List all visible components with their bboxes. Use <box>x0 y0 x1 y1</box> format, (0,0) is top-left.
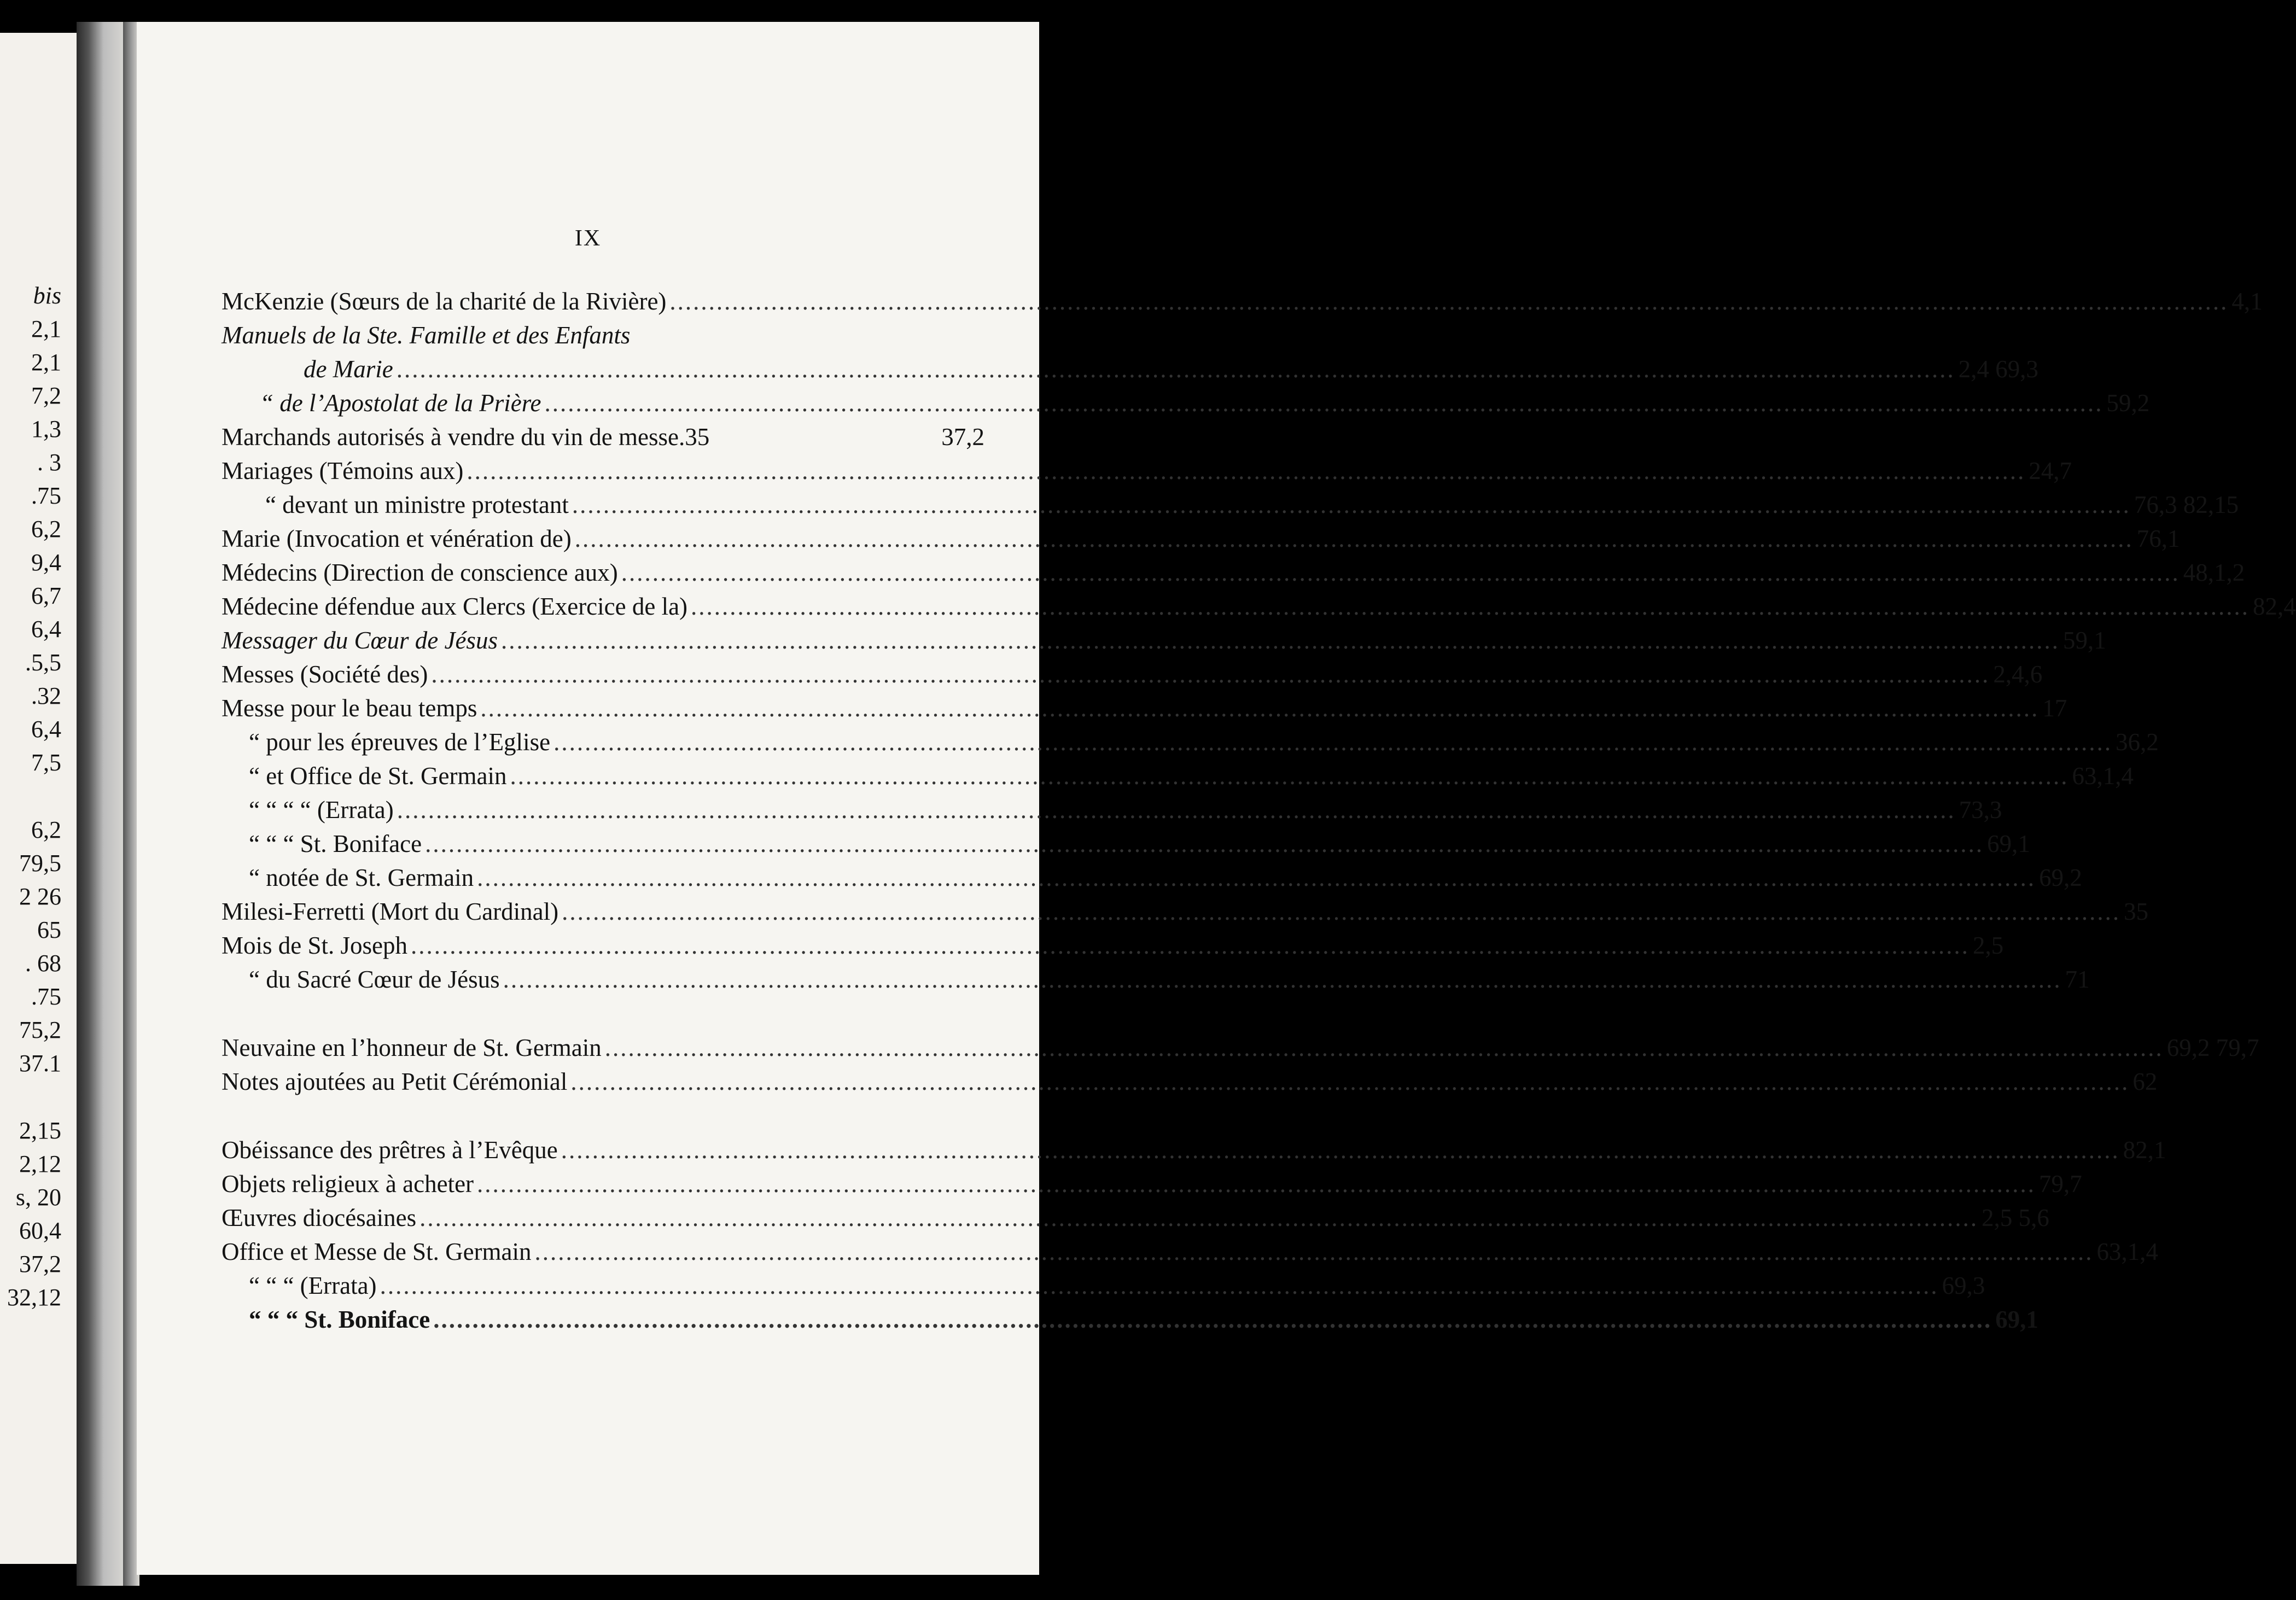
leader-dots: ........................................................................................................................................................................................................ <box>477 1170 2036 1198</box>
entry-label: Manuels de la Ste. Famille et des Enfants <box>222 322 631 349</box>
entry-page-refs: 71 <box>2065 966 2090 993</box>
entry-label: “ de l’Apostolat de la Prière <box>260 389 541 417</box>
entry-page-refs: 63,1,4 <box>2096 1238 2158 1265</box>
index-entry <box>222 691 2067 725</box>
entry-label: “ “ “ St. Boniface <box>249 1306 430 1333</box>
section-gap <box>222 1099 984 1133</box>
margin-ref: 75,2 <box>19 1017 61 1043</box>
leader-dots: ........................................................................................................................................................................................................ <box>544 389 2103 417</box>
margin-ref: . 68 <box>25 950 61 977</box>
entry-page-refs: 63,1,4 <box>2072 762 2134 790</box>
margin-ref: 1,3 <box>31 416 61 442</box>
leader-dots: ........................................................................................................................................................................................................ <box>562 898 2121 925</box>
entry-label: Mois de St. Joseph <box>222 932 408 959</box>
margin-ref: 6,7 <box>31 582 61 609</box>
entry-page-refs: 79,7 <box>2039 1170 2082 1198</box>
index-entry <box>222 522 2180 556</box>
index-entry <box>222 1133 2166 1167</box>
index-entry <box>222 793 2002 827</box>
margin-ref: 2,1 <box>31 316 61 342</box>
entry-page-refs: 2,5 <box>1973 932 2004 959</box>
leader-dots: ........................................................................................................................................................................................................ <box>621 559 2180 586</box>
leader-dots: ........................................................................................................................................................................................................ <box>397 796 1956 824</box>
leader-dots: ........................................................................................................................................................................................................ <box>570 1068 2130 1095</box>
margin-ref: 32,12 <box>7 1284 61 1311</box>
page-number: IX <box>574 226 602 251</box>
leader-dots: ........................................................................................................................................................................................................ <box>572 491 2131 518</box>
margin-ref: .75 <box>31 482 61 509</box>
entry-page-refs: 62 <box>2132 1068 2158 1095</box>
entry-page-refs: 2,5 5,6 <box>1982 1204 2049 1231</box>
leader-dots: ........................................................................................................................................................................................................ <box>510 762 2069 790</box>
entry-label: “ “ “ “ (Errata) <box>249 796 394 824</box>
margin-ref: 7,5 <box>31 749 61 776</box>
index-page <box>137 22 2296 1575</box>
leader-dots: ........................................................................................................................................................................................................ <box>574 525 2134 552</box>
left-facing-page <box>0 33 77 1564</box>
margin-ref: bis <box>33 282 61 309</box>
margin-ref: 2,15 <box>19 1117 61 1144</box>
entry-page-refs: 76,3 82,15 <box>2134 491 2239 518</box>
index-entry <box>222 386 2150 420</box>
leader-dots: ........................................................................................................................................................................................................ <box>467 457 2026 484</box>
index-entry <box>222 488 2239 522</box>
entry-label: Médecins (Direction de conscience aux) <box>222 559 618 586</box>
index-entry <box>222 556 2245 589</box>
index-entry <box>222 1031 2259 1065</box>
entry-page-refs: 76,1 <box>2136 525 2180 552</box>
entry-label: Milesi-Ferretti (Mort du Cardinal) <box>222 898 559 925</box>
margin-ref: . 3 <box>37 449 61 476</box>
entry-label: Messes (Société des) <box>222 661 428 688</box>
index-entry <box>222 861 2082 895</box>
margin-ref: 7,2 <box>31 382 61 409</box>
entry-label: “ et Office de St. Germain <box>249 762 507 790</box>
entry-label: “ pour les épreuves de l’Eglise <box>249 728 551 756</box>
index-entry <box>222 1269 1985 1303</box>
index-entry <box>222 589 2296 623</box>
section-gap <box>222 996 984 1031</box>
index-entry <box>222 318 984 352</box>
entry-label: McKenzie (Sœurs de la charité de la Rivière) <box>222 288 667 315</box>
entry-label: Messager du Cœur de Jésus <box>222 627 498 654</box>
margin-ref: .32 <box>31 682 61 709</box>
left-page-margin-refs <box>0 279 61 1314</box>
entry-page-refs: 17 <box>2042 694 2067 722</box>
index-entry <box>222 1201 2049 1235</box>
leader-dots: ........................................................................................................................................................................................................ <box>534 1238 2094 1265</box>
margin-ref: .5,5 <box>25 649 61 676</box>
entry-page-refs: 69,3 <box>1942 1272 1985 1299</box>
margin-ref: 6,4 <box>31 616 61 643</box>
index-entry <box>222 420 984 454</box>
margin-ref: 60,4 <box>19 1217 61 1244</box>
entry-page-refs: 69,2 79,7 <box>2166 1034 2259 1061</box>
entry-page-refs: 69,1 <box>1995 1306 2038 1333</box>
index-entry <box>222 1167 2082 1201</box>
index-entry <box>222 827 2030 861</box>
index-entry <box>222 1065 2158 1099</box>
margin-ref: 6,2 <box>31 516 61 542</box>
entry-page-refs: 82,1 <box>2123 1136 2166 1164</box>
margin-ref: 65 <box>37 916 61 943</box>
entry-page-refs: 48,1,2 <box>2183 559 2245 586</box>
entry-label: Marie (Invocation et vénération de) <box>222 525 572 552</box>
leader-dots: ........................................................................................................................................................................................................ <box>691 593 2250 620</box>
leader-dots: ........................................................................................................................................................................................................ <box>396 355 1955 383</box>
leader-dots: ........................................................................................................................................................................................................ <box>669 288 2229 315</box>
entry-label: Mariages (Témoins aux) <box>222 457 464 484</box>
entry-page-refs: 59,1 <box>2062 627 2106 654</box>
index-entry <box>222 1235 2158 1269</box>
entry-page-refs: 73,3 <box>1959 796 2002 824</box>
entry-page-refs: 35 <box>2124 898 2149 925</box>
entry-label: “ devant un ministre protestant <box>265 491 569 518</box>
entry-page-refs: 69,1 <box>1987 830 2030 857</box>
index-entry <box>222 352 2038 386</box>
entry-label: Marchands autorisés à vendre du vin de messe.35 <box>222 423 710 451</box>
margin-ref: .75 <box>31 983 61 1010</box>
index-entry <box>222 657 2043 691</box>
margin-ref: 37.1 <box>19 1050 61 1077</box>
margin-ref: 2,12 <box>19 1151 61 1177</box>
entry-label: de Marie <box>304 355 393 383</box>
leader-dots: ........................................................................................................................................................................................................ <box>431 661 1990 688</box>
margin-ref: 79,5 <box>19 850 61 877</box>
margin-ref: 37,2 <box>19 1251 61 1277</box>
margin-ref: s, 20 <box>15 1184 61 1211</box>
entry-label: Office et Messe de St. Germain <box>222 1238 532 1265</box>
entry-label: Neuvaine en l’honneur de St. Germain <box>222 1034 602 1061</box>
leader-dots: ........................................................................................................................................................................................................ <box>419 1204 1979 1231</box>
index-entry <box>222 962 2090 996</box>
index-entry <box>222 895 2149 929</box>
entry-page-refs: 69,2 <box>2039 864 2082 891</box>
entry-page-refs: 24,7 <box>2029 457 2072 484</box>
entry-page-refs: 2,4 69,3 <box>1958 355 2038 383</box>
leader-dots: ........................................................................................................................................................................................................ <box>380 1272 1939 1299</box>
entry-label: Œuvres diocésaines <box>222 1204 417 1231</box>
leader-dots: ........................................................................................................................................................................................................ <box>553 728 2113 756</box>
leader-dots: ........................................................................................................................................................................................................ <box>604 1034 2164 1061</box>
entry-page-refs: 37,2 <box>941 423 984 451</box>
entry-label: Obéissance des prêtres à l’Evêque <box>222 1136 558 1164</box>
leader-dots: ........................................................................................................................................................................................................ <box>425 830 1984 857</box>
leader-dots: ........................................................................................................................................................................................................ <box>433 1306 1992 1333</box>
entry-label: Objets religieux à acheter <box>222 1170 474 1198</box>
leader-dots: ........................................................................................................................................................................................................ <box>503 966 2062 993</box>
entry-label: Messe pour le beau temps <box>222 694 477 722</box>
entry-page-refs: 4,1 <box>2231 288 2263 315</box>
entry-label: “ “ “ St. Boniface <box>249 830 422 857</box>
margin-ref: 6,2 <box>31 816 61 843</box>
margin-ref: 2,1 <box>31 349 61 376</box>
leader-dots: ........................................................................................................................................................................................................ <box>480 694 2039 722</box>
index-entry <box>222 725 2159 759</box>
entry-label: Notes ajoutées au Petit Cérémonial <box>222 1068 568 1095</box>
entry-page-refs: 59,2 <box>2106 389 2150 417</box>
entry-label: “ notée de St. Germain <box>249 864 474 891</box>
margin-ref: 2 26 <box>19 883 61 910</box>
margin-gap <box>0 779 61 813</box>
leader-dots: ........................................................................................................................................................................................................ <box>477 864 2036 891</box>
entry-label: “ du Sacré Cœur de Jésus <box>249 966 500 993</box>
leader-dots: ........................................................................................................................................................................................................ <box>561 1136 2120 1164</box>
margin-ref: 6,4 <box>31 716 61 743</box>
index-list <box>222 284 2296 1336</box>
entry-page-refs: 36,2 <box>2116 728 2159 756</box>
leader-dots: ........................................................................................................................................................................................................ <box>411 932 1970 959</box>
index-entry <box>222 929 2004 962</box>
index-entry <box>222 284 2263 318</box>
index-entry <box>222 1303 2038 1336</box>
margin-ref: 9,4 <box>31 549 61 576</box>
entry-page-refs: 82,4 <box>2253 593 2296 620</box>
margin-gap <box>0 1080 61 1114</box>
index-entry <box>222 623 2106 657</box>
leader-dots: ........................................................................................................................................................................................................ <box>500 627 2060 654</box>
index-entry <box>222 454 2072 488</box>
entry-page-refs: 2,4,6 <box>1993 661 2043 688</box>
entry-label: Médecine défendue aux Clercs (Exercice de la) <box>222 593 688 620</box>
entry-label: “ “ “ (Errata) <box>249 1272 377 1299</box>
index-entry <box>222 759 2134 793</box>
